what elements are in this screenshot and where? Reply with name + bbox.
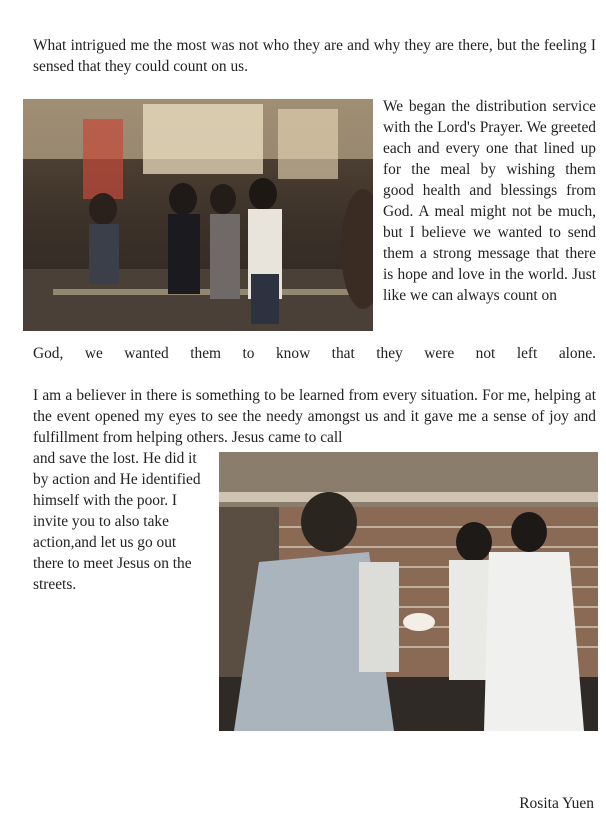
distribution-paragraph-wrap: We began the distribution service with the Lord's Prayer. We greeted each and every one that lined up for the meal by wishing them good health and blessings from God. A meal might not be much, but I believe we wanted to send them a strong message that there is hope and love in the world. Just like we can always count on bbox=[383, 98, 596, 304]
intro-paragraph: What intrigued me the most was not who they are and why they are there, but the feeling I sensed that they could count on us. bbox=[33, 37, 596, 75]
believer-paragraph: I am a believer in there is something to be learned from every situation. For me, helping at the event opened my eyes to see the needy amongst us and it gave me a sense of joy and fulfillment from helping others. Jesus came to call bbox=[33, 387, 596, 446]
believer-paragraph-wrap: and save the lost. He did it by action and He identified himself with the poor. I invite you to also take action,and let us go out there to meet Jesus on the streets. bbox=[33, 450, 201, 593]
photo-meal-handout-image bbox=[219, 452, 598, 731]
author-signature: Rosita Yuen bbox=[519, 795, 594, 812]
distribution-paragraph-tail: God, we wanted them to know that they were not left alone. bbox=[33, 345, 596, 362]
photo-meal-handout bbox=[219, 452, 598, 731]
photo-street-crowd bbox=[23, 99, 373, 331]
photo-street-crowd-image bbox=[23, 99, 373, 331]
